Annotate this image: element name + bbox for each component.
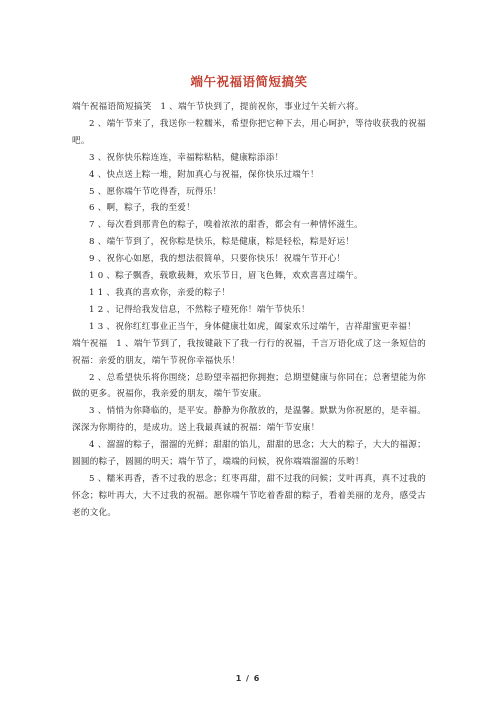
paragraph: 1 0 、粽子飘香，载歌载舞，欢乐节日，眉飞色舞，欢欢喜喜过端午。 — [89, 271, 363, 282]
paragraph: 5 、愿你端午节吃得香，玩得乐！ — [89, 186, 222, 197]
paragraph: 4 、溜溜的粽子，溜溜的光鲜；甜甜的馅儿，甜甜的思念；大大的粽子，大大的福源；圆圆的粽子，圆圆的明天；端午节了，端端的问候，祝你端端溜溜的乐哟！ — [72, 440, 426, 468]
paragraph: 1 2 、记得给我发信息，不然粽子噎死你！端午节快乐！ — [89, 304, 310, 315]
paragraph: 3 、悄悄为你降临的，是平安。静静为你散放的，是温馨。默默为你祝愿的，是幸福。深深为你期待的，是成功。送上我最真诚的祝福：端午节安康！ — [72, 406, 426, 434]
paragraph: 2 、端午节来了，我送你一粒糯米，希望你把它种下去，用心呵护，等待收获我的祝福吧。 — [72, 118, 426, 146]
paragraph: 4 、快点送上粽一堆，附加真心与祝福，保你快乐过端午！ — [89, 169, 319, 180]
paragraph: 7 、每次看到那青色的粽子，嗅着浓浓的甜香，都会有一种情怀滋生。 — [89, 220, 364, 231]
document-title: 端午祝福语简短搞笑 — [190, 74, 308, 89]
paragraph: 端午祝福 1 、端午节到了，我按键敲下了我一行行的祝福，千言万语化成了这一条短信的祝福：亲爱的朋友，端午节祝你幸福快乐！ — [72, 338, 426, 366]
paragraph: 1 1 、我真的喜欢你，亲爱的粽子！ — [89, 287, 231, 298]
paragraph: 端午祝福语简短搞笑 1 、端午节快到了，提前祝你，事业过午关斩六将。 — [72, 102, 364, 112]
paragraph: 3 、祝你快乐粽连连，幸福粽粘粘，健康粽添添！ — [89, 152, 284, 163]
paragraph: 5 、糯米再香，香不过我的思念；红枣再甜，甜不过我的问候；艾叶再真，真不过我的怀念；粽叶再大，大不过我的祝福。愿你端午节吃着香甜的粽子，看着美丽的龙舟，感受古老的文化。 — [72, 473, 426, 518]
paragraph: 9 、祝你心如愿，我的想法很简单，只要你快乐！祝端午节开心！ — [89, 254, 346, 265]
document-body — [72, 99, 426, 522]
paragraph: 6 、啊，粽子，我的至爱！ — [89, 203, 195, 214]
paragraph: 1 3 、祝你红红事业正当午，身体健康壮如虎，阖家欢乐过端午，吉祥甜蜜更幸福！ — [89, 321, 416, 332]
paragraph: 8 、端午节到了，祝你粽是快乐，粽是健康，粽是轻松，粽是好运！ — [89, 237, 355, 248]
page-number: 1 / 6 — [235, 674, 261, 683]
paragraph: 2 、总希望快乐将你围绕；总盼望幸福把你拥抱；总期望健康与你同在；总奢望能为你做的更多。祝福你，我亲爱的朋友，端午节安康。 — [72, 372, 426, 400]
